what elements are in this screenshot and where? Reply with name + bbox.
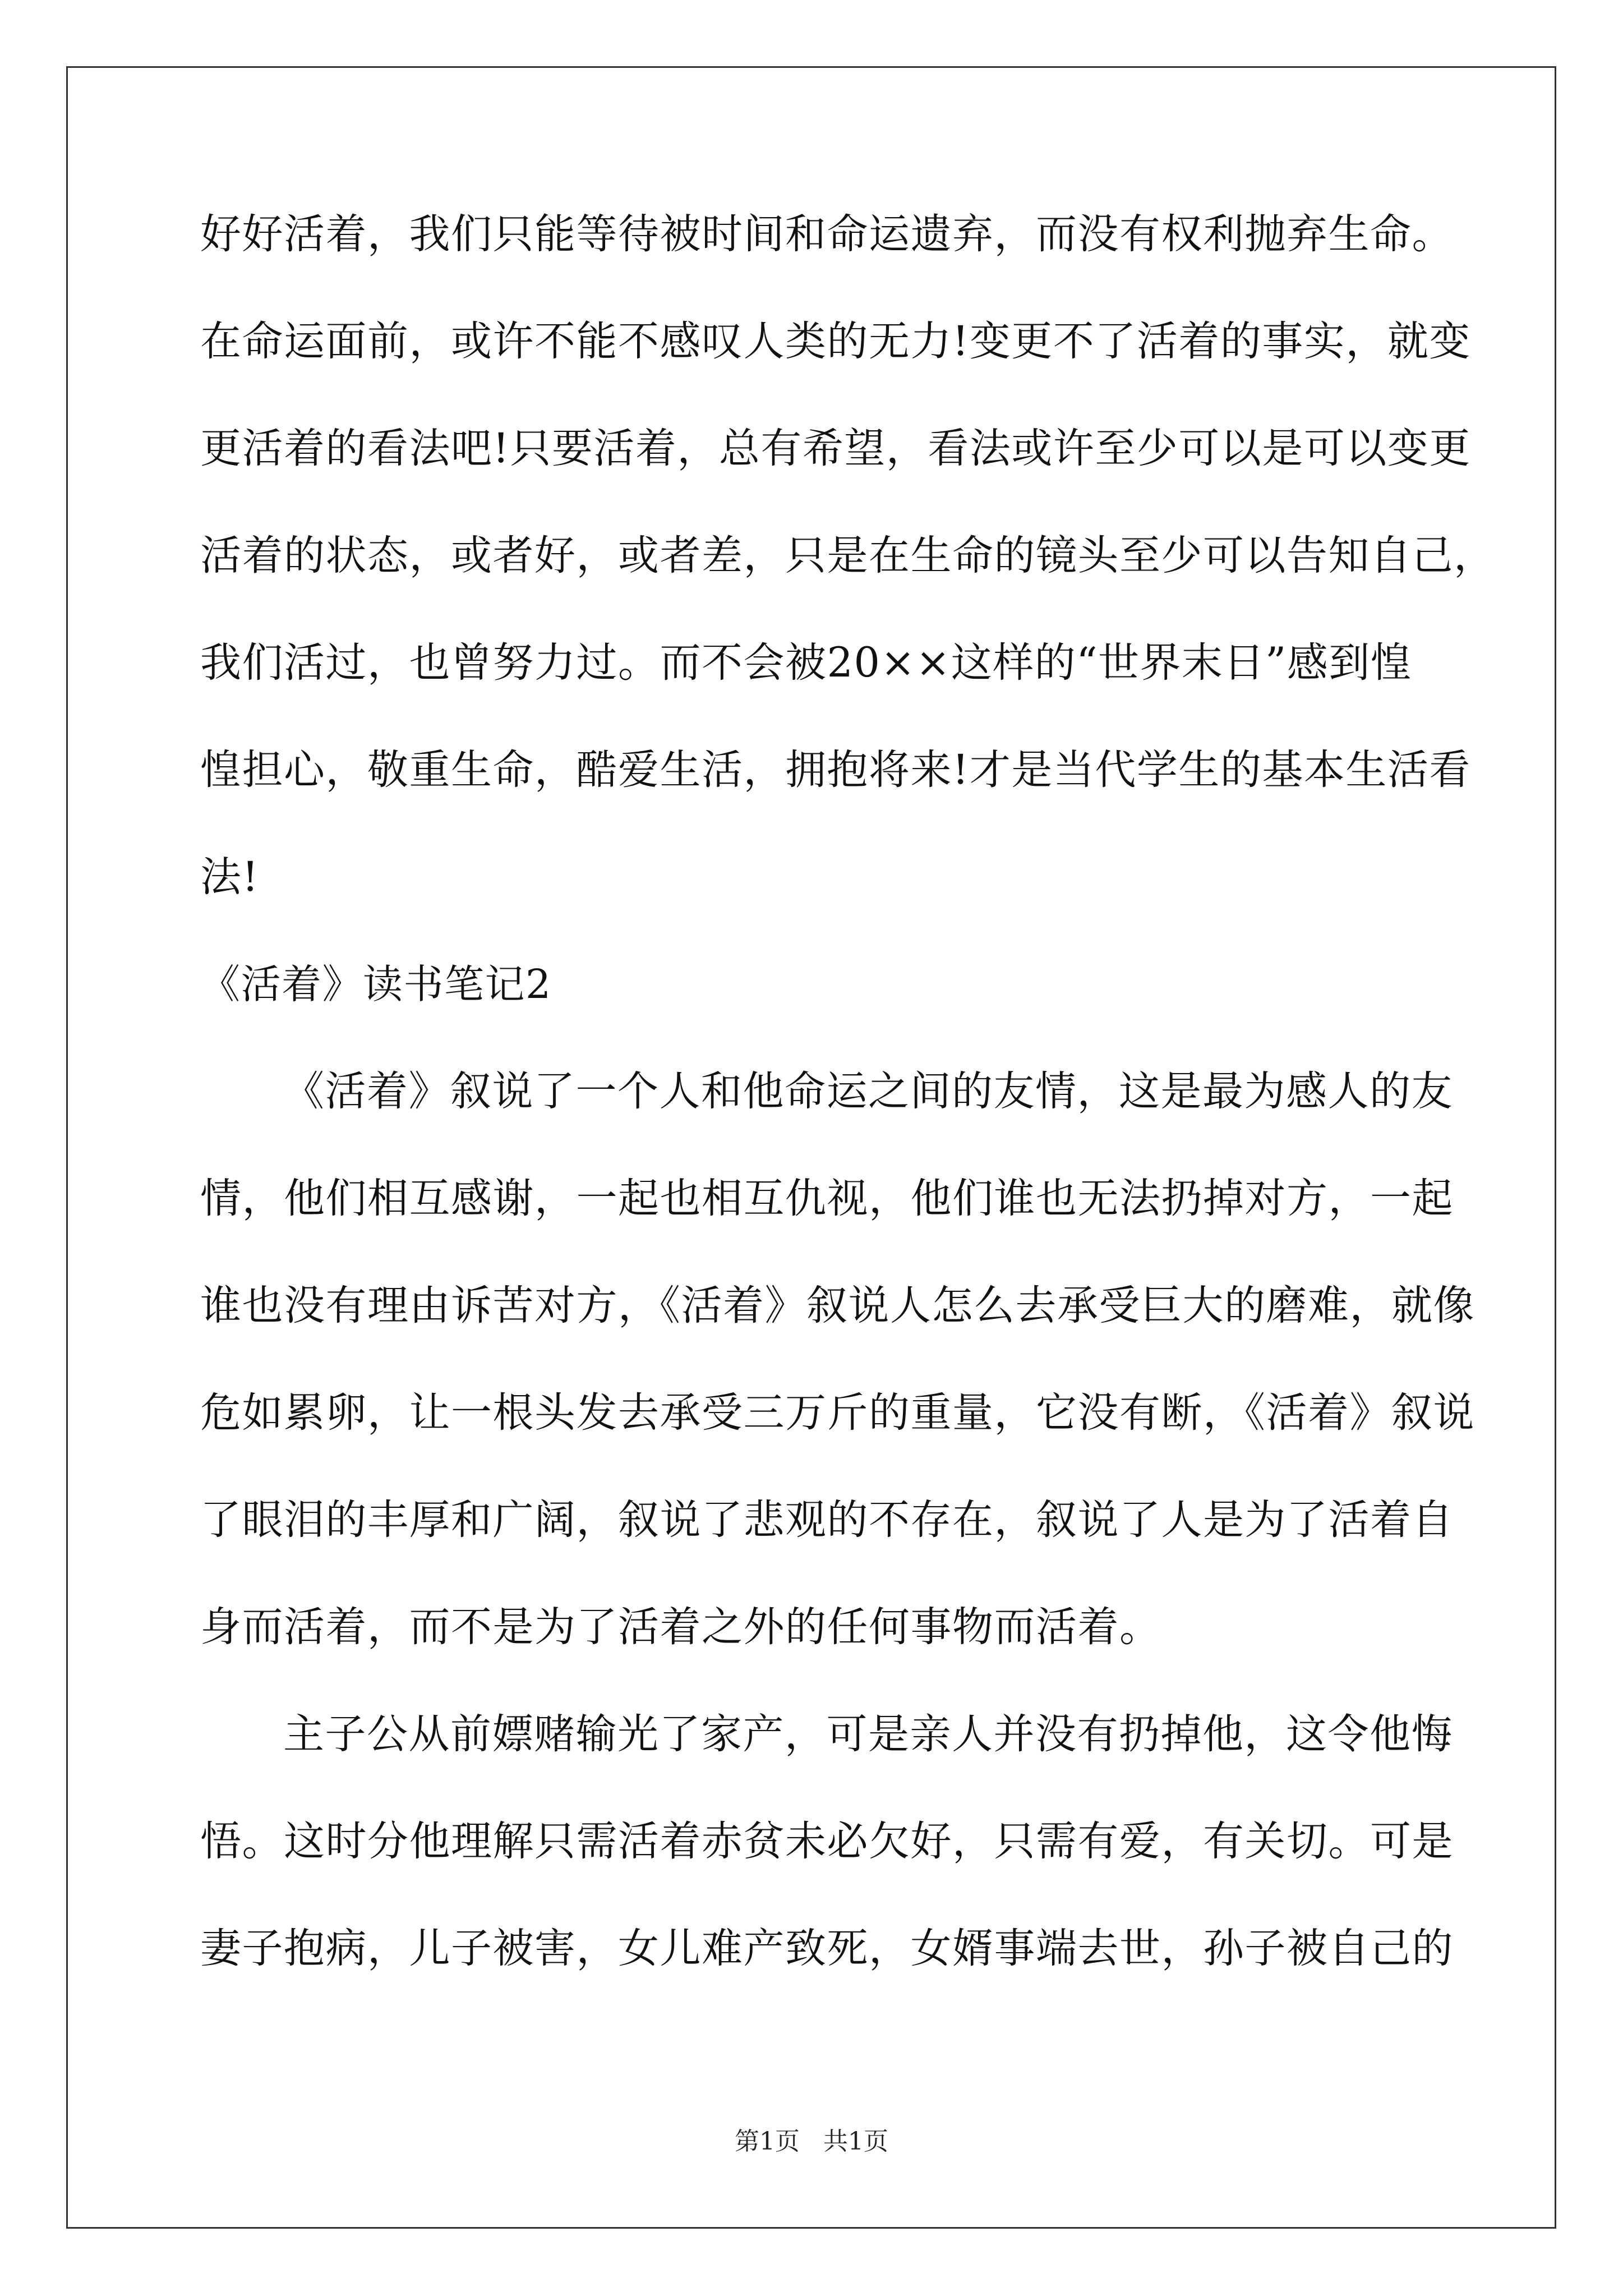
page-footer [0, 2125, 1623, 2159]
page-number: 第1页 共1页 [735, 2127, 888, 2156]
text-line: 身而活着，而不是为了活着之外的任何事物而活着。 [200, 1603, 1161, 1651]
document-body [200, 208, 1496, 2029]
text-line: 更活着的看法吧!只要活着，总有希望，看法或许至少可以是可以变更 [200, 425, 1471, 472]
text-line: 悟。这时分他理解只需活着赤贫未必欠好，只需有爱，有关切。可是 [200, 1818, 1454, 1865]
text-line: 法! [200, 853, 260, 901]
text-line: 《活着》叙说了一个人和他命运之间的友情，这是最为感人的友 [283, 1068, 1453, 1115]
text-line: 好好活着，我们只能等待被时间和命运遗弃，而没有权利抛弃生命。 [200, 210, 1454, 258]
text-line: 危如累卵，让一根头发去承受三万斤的重量，它没有断，《活着》叙说 [200, 1389, 1475, 1437]
text-line: 情，他们相互感谢，一起也相互仇视，他们谁也无法扔掉对方，一起 [200, 1175, 1454, 1222]
text-line: 谁也没有理由诉苦对方，《活着》叙说人怎么去承受巨大的磨难，就像 [200, 1282, 1475, 1329]
text-line: 我们活过，也曾努力过。而不会被20××这样的“世界末日”感到惶 [200, 639, 1413, 687]
section-title: 《活着》读书笔记2 [200, 961, 552, 1007]
text-line: 在命运面前，或许不能不感叹人类的无力!变更不了活着的事实，就变 [200, 318, 1471, 365]
text-line: 惶担心，敬重生命，酷爱生活，拥抱将来!才是当代学生的基本生活看 [200, 746, 1471, 794]
text-line: 主子公从前嫖赌输光了家产，可是亲人并没有扔掉他，这令他悔 [283, 1710, 1453, 1758]
text-line: 妻子抱病，儿子被害，女儿难产致死，女婿事端去世，孙子被自己的 [200, 1925, 1454, 1972]
text-line: 了眼泪的丰厚和广阔，叙说了悲观的不存在，叙说了人是为了活着自 [200, 1496, 1454, 1544]
text-line: 活着的状态，或者好，或者差，只是在生命的镜头至少可以告知自己， [200, 532, 1496, 579]
